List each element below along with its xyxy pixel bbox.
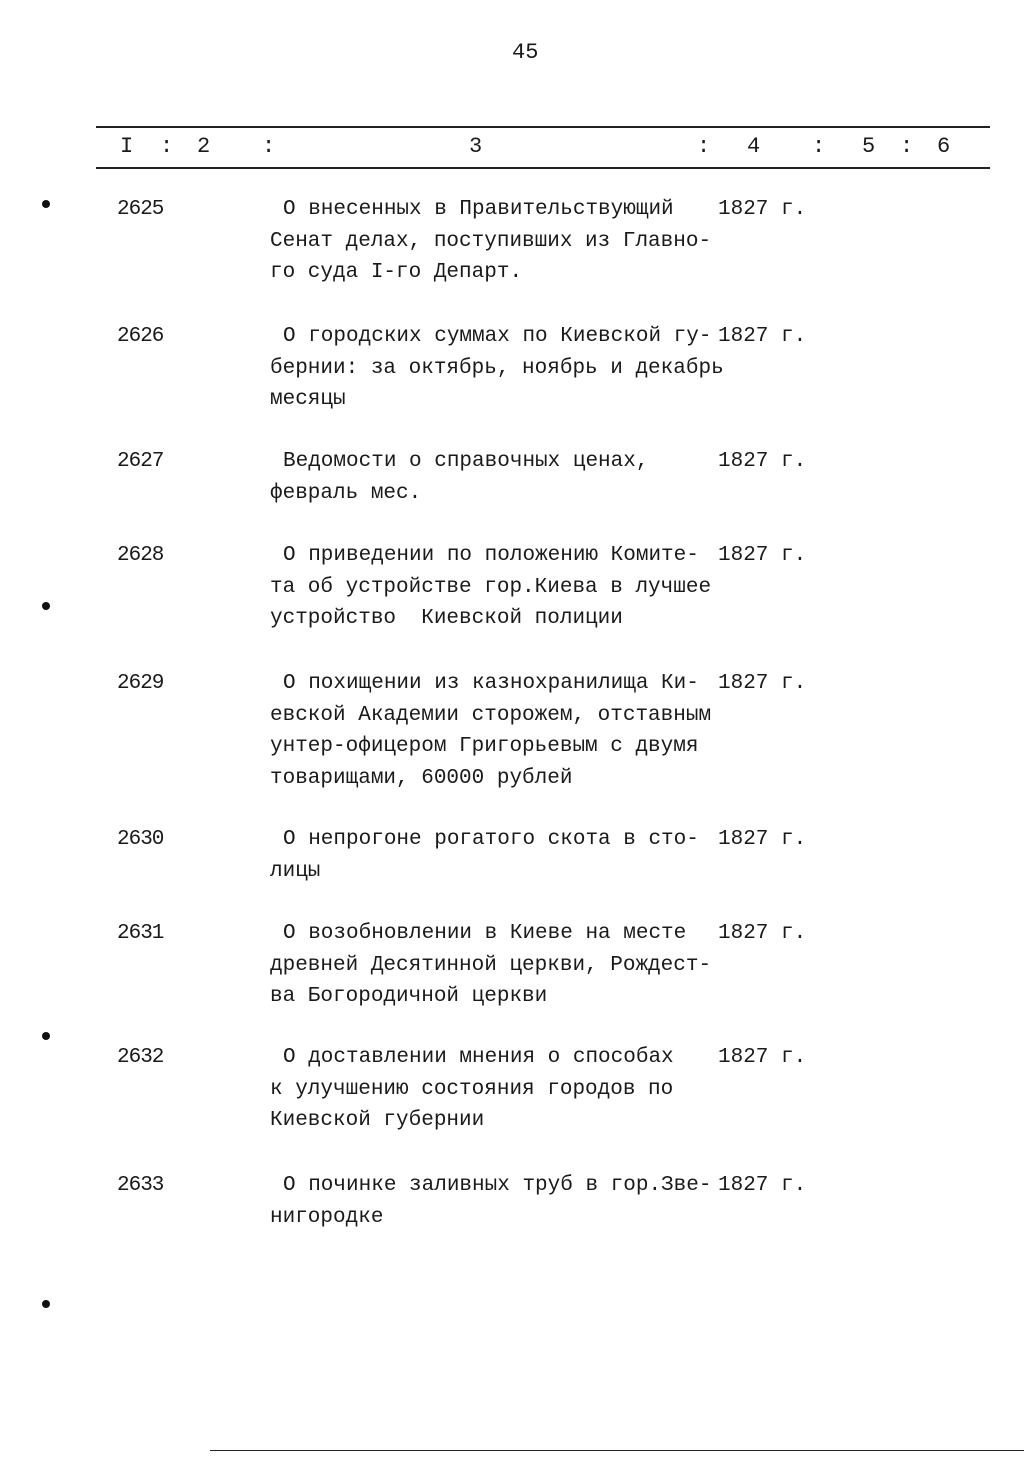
entry-title-line: Киевской губернии	[270, 1109, 485, 1132]
entry-title-line: месяцы	[270, 388, 346, 411]
entry-title-line: ва Богородичной церкви	[270, 985, 548, 1008]
entry-title-line: бернии: за октябрь, ноябрь и декабрь	[270, 356, 724, 380]
entry-year: 1827 г.	[718, 544, 807, 567]
page-number: 45	[512, 40, 539, 65]
entry-year: 1827 г.	[718, 1174, 807, 1197]
col-3: 3	[469, 134, 483, 159]
entry-title-line: февраль мес.	[270, 481, 422, 505]
col-2: 2	[197, 134, 211, 159]
entry-title-line: товарищами, 60000 рублей	[270, 766, 573, 790]
col-5: 5	[862, 134, 876, 159]
entry-title-line: О починке заливных труб в гор.Зве-	[283, 1174, 712, 1197]
punch-hole-mark	[42, 200, 50, 208]
col-sep: :	[160, 134, 174, 159]
col-sep: :	[900, 134, 914, 159]
entry-year: 1827 г.	[718, 325, 807, 348]
bottom-rule	[210, 1450, 1024, 1451]
header-bottom-rule	[96, 167, 990, 169]
entry-number: 2633	[117, 1174, 164, 1197]
entry-title-line: О возобновлении в Киеве на месте	[283, 922, 687, 945]
entry-title-line: евской Академии сторожем, отставным	[270, 703, 712, 727]
entry-title-line: Сенат делах, поступивших из Главно-	[270, 229, 712, 253]
entry-title-line: О городских суммах по Киевской гу-	[283, 325, 712, 348]
entry-number: 2632	[117, 1046, 164, 1069]
entry-title-line: древней Десятинной церкви, Рождест-	[270, 953, 712, 977]
col-sep: :	[262, 134, 276, 159]
entry-year: 1827 г.	[718, 672, 807, 695]
entry-title-line: О приведении по положению Комите-	[283, 544, 699, 567]
entry-title-line: О непрогоне рогатого скота в сто-	[283, 828, 699, 851]
entry-year: 1827 г.	[718, 450, 807, 473]
col-1: I	[120, 134, 134, 159]
entry-title-line: унтер-офицером Григорьевым с двумя	[270, 735, 699, 758]
col-6: 6	[937, 134, 951, 159]
entry-number: 2627	[117, 450, 164, 473]
entry-number: 2626	[117, 325, 164, 348]
entry-year: 1827 г.	[718, 1046, 807, 1069]
entry-title-line: та об устройстве гор.Киева в лучшее	[270, 575, 712, 599]
entry-number: 2628	[117, 544, 164, 567]
entry-title-line: к улучшению состояния городов по	[270, 1077, 674, 1101]
entry-title-line: О внесенных в Правительствующий	[283, 198, 674, 221]
entry-number: 2629	[117, 672, 164, 695]
punch-hole-mark	[42, 1032, 50, 1040]
entry-title-line: лицы	[270, 859, 321, 883]
entry-number: 2630	[117, 828, 164, 851]
entry-title-line: го суда I-го Департ.	[270, 261, 523, 284]
entry-title-line: устройство Киевской полиции	[270, 607, 623, 630]
entry-year: 1827 г.	[718, 198, 807, 221]
col-4: 4	[747, 134, 761, 159]
entry-number: 2625	[117, 198, 164, 221]
punch-hole-mark	[42, 602, 50, 610]
punch-hole-mark	[42, 1300, 50, 1308]
entry-number: 2631	[117, 922, 164, 945]
col-sep: :	[697, 134, 711, 159]
entry-year: 1827 г.	[718, 828, 807, 851]
entry-title-line: Ведомости о справочных ценах,	[283, 450, 649, 473]
entry-title-line: нигородке	[270, 1205, 384, 1229]
entry-title-line: О доставлении мнения о способах	[283, 1046, 674, 1069]
entry-title-line: О похищении из казнохранилища Ки-	[283, 672, 699, 695]
col-sep: :	[812, 134, 826, 159]
entry-year: 1827 г.	[718, 922, 807, 945]
header-top-rule	[96, 126, 990, 128]
